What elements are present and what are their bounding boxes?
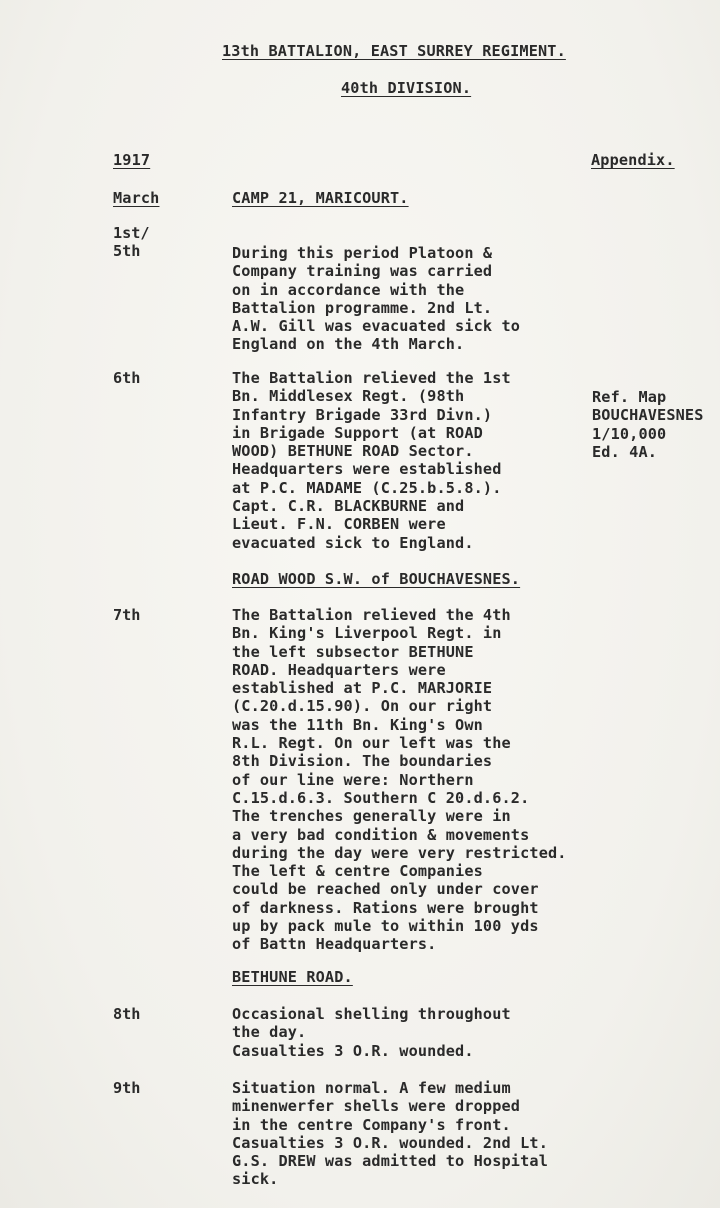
entry-day-1st-5th: 1st/ 5th (113, 224, 150, 261)
section-road-wood: ROAD WOOD S.W. of BOUCHAVESNES. (232, 570, 521, 588)
entry-day-9th: 9th (113, 1079, 141, 1097)
entry-text-9th: Situation normal. A few medium minenwerfer shells were dropped in the centre Company's front. Casualties 3 O.R. wounded. 2nd Lt. G.S. DREW was admitted to Hospital sick. (232, 1079, 548, 1189)
division-title: 40th DIVISION. (341, 79, 472, 97)
entry-text-6th: The Battalion relieved the 1st Bn. Middlesex Regt. (98th Infantry Brigade 33rd Divn.) in Brigade Support (at ROAD WOOD) BETHUNE ROAD Sector. Headquarters were established at P.C. MADAME (C.25.b.5.8.). Capt. C.R. BLACKBURNE and Lieut. F.N. CORBEN were evacuated sick to England. (232, 369, 511, 552)
battalion-title: 13th BATTALION, EAST SURREY REGIMENT. (222, 42, 566, 60)
entry-text-1st-5th: During this period Platoon & Company training was carried on in accordance with the Battalion programme. 2nd Lt. A.W. Gill was evacuated sick to England on the 4th March. (232, 244, 521, 354)
year-heading: 1917 (113, 151, 151, 169)
entry-text-8th: Occasional shelling throughout the day. Casualties 3 O.R. wounded. (232, 1005, 511, 1060)
entry-day-6th: 6th (113, 369, 141, 387)
month-heading: March (113, 189, 160, 207)
section-camp-21: CAMP 21, MARICOURT. (232, 189, 409, 207)
entry-text-7th: The Battalion relieved the 4th Bn. King's Liverpool Regt. in the left subsector BETHUNE ROAD. Headquarters were established at P.C. MARJORIE (C.20.d.15.90). On our right was the 11th Bn. King's Own R.L. Regt. On our left was the 8th Division. The boundaries of our line were: Northern C.15.d.6.3. Southern C 20.d.6.2. The trenches generally were in a very bad condition & movements during the day were very restricted. The left & centre Companies could be reached only under cover of darkness. Rations were brought up by pack mule to within 100 yds of Battn Headquarters. (232, 606, 567, 954)
section-bethune-road: BETHUNE ROAD. (232, 968, 353, 986)
map-reference: Ref. Map BOUCHAVESNES 1/10,000 Ed. 4A. (592, 388, 704, 461)
entry-day-7th: 7th (113, 606, 141, 624)
appendix-heading: Appendix. (591, 151, 675, 169)
entry-day-8th: 8th (113, 1005, 141, 1023)
